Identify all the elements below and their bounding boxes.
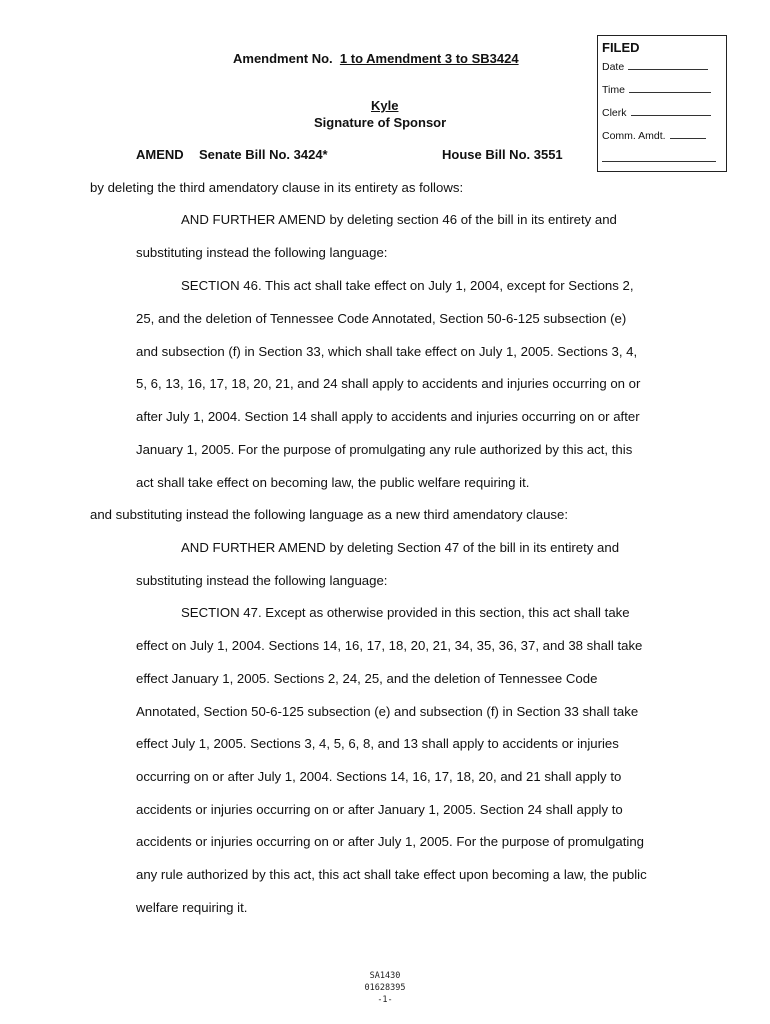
body-line: act shall take effect on becoming law, the public welfare requiring it.	[136, 475, 530, 490]
body-line: effect January 1, 2005. Sections 2, 24, 25, and the deletion of Tennessee Code	[136, 671, 598, 686]
senate-bill-number: Senate Bill No. 3424*	[199, 147, 328, 162]
body-line: 5, 6, 13, 16, 17, 18, 20, 21, and 24 shall apply to accidents and injuries occurring on or	[136, 376, 641, 391]
body-line: January 1, 2005. For the purpose of promulgating any rule authorized by this act, this	[136, 442, 633, 457]
filed-comm-label: Comm. Amdt.	[602, 130, 666, 142]
footer	[0, 970, 770, 1006]
body-line: occurring on or after July 1, 2004. Sections 14, 16, 17, 18, 20, and 21 shall apply to	[136, 769, 622, 784]
filed-clerk-label: Clerk	[602, 107, 627, 119]
body-line: welfare requiring it.	[136, 900, 248, 915]
body-line: effect on July 1, 2004. Sections 14, 16, 17, 18, 20, 21, 34, 35, 36, 37, and 38 shall take	[136, 638, 643, 653]
filed-comm-row	[602, 129, 706, 142]
filed-clerk-row	[602, 106, 711, 119]
amend-label: AMEND	[136, 147, 184, 162]
house-bill-number: House Bill No. 3551	[442, 147, 563, 162]
body-line: effect July 1, 2005. Sections 3, 4, 5, 6, 8, and 13 shall apply to accidents or injuries	[136, 736, 619, 751]
page-number: -1-	[377, 995, 393, 1005]
filed-date-line	[628, 60, 708, 70]
amendment-title	[233, 51, 519, 66]
body-line: AND FURTHER AMEND by deleting Section 47 of the bill in its entirety and	[181, 540, 620, 555]
body-line: any rule authorized by this act, this act shall take effect upon becoming a law, the public	[136, 867, 647, 882]
filed-time-line	[629, 83, 711, 93]
filed-time-row	[602, 83, 711, 96]
body-line: Annotated, Section 50-6-125 subsection (e) and subsection (f) in Section 33 shall take	[136, 704, 639, 719]
body-line: 25, and the deletion of Tennessee Code Annotated, Section 50-6-125 subsection (e)	[136, 311, 627, 326]
filed-date-label: Date	[602, 61, 625, 73]
amendment-prefix: Amendment No.	[233, 51, 333, 66]
filed-blank-row	[602, 152, 716, 165]
filed-title: FILED	[602, 40, 640, 55]
body-line: accidents or injuries occurring on or after January 1, 2005. Section 24 shall apply to	[136, 802, 623, 817]
body-line: AND FURTHER AMEND by deleting section 46 of the bill in its entirety and	[181, 212, 617, 227]
body-line: accidents or injuries occurring on or after July 1, 2005. For the purpose of promulgating	[136, 834, 644, 849]
sponsor-name: Kyle	[371, 98, 399, 113]
body-line: SECTION 47. Except as otherwise provided in this section, this act shall take	[181, 605, 630, 620]
footer-code-2: 01628395	[364, 983, 406, 993]
filed-date-row	[602, 60, 708, 73]
body-line: and subsection (f) in Section 33, which shall take effect on July 1, 2005. Sections 3, 4,	[136, 344, 638, 359]
body-line: and substituting instead the following language as a new third amendatory clause:	[90, 507, 568, 522]
footer-code-1: SA1430	[369, 971, 401, 981]
filed-clerk-line	[631, 106, 711, 116]
body-line: substituting instead the following language:	[136, 245, 388, 260]
body-line: by deleting the third amendatory clause in its entirety as follows:	[90, 180, 464, 195]
body-line: after July 1, 2004. Section 14 shall apply to accidents and injuries occurring on or after	[136, 409, 640, 424]
sponsor-label: Signature of Sponsor	[314, 115, 447, 130]
filed-stamp-box	[597, 35, 727, 172]
body-line: substituting instead the following language:	[136, 573, 388, 588]
filed-time-label: Time	[602, 84, 625, 96]
filed-comm-line	[670, 129, 706, 139]
body-line: SECTION 46. This act shall take effect on July 1, 2004, except for Sections 2,	[181, 278, 634, 293]
filed-blank-line	[602, 152, 716, 162]
amendment-link: 1 to Amendment 3 to SB3424	[339, 51, 519, 66]
